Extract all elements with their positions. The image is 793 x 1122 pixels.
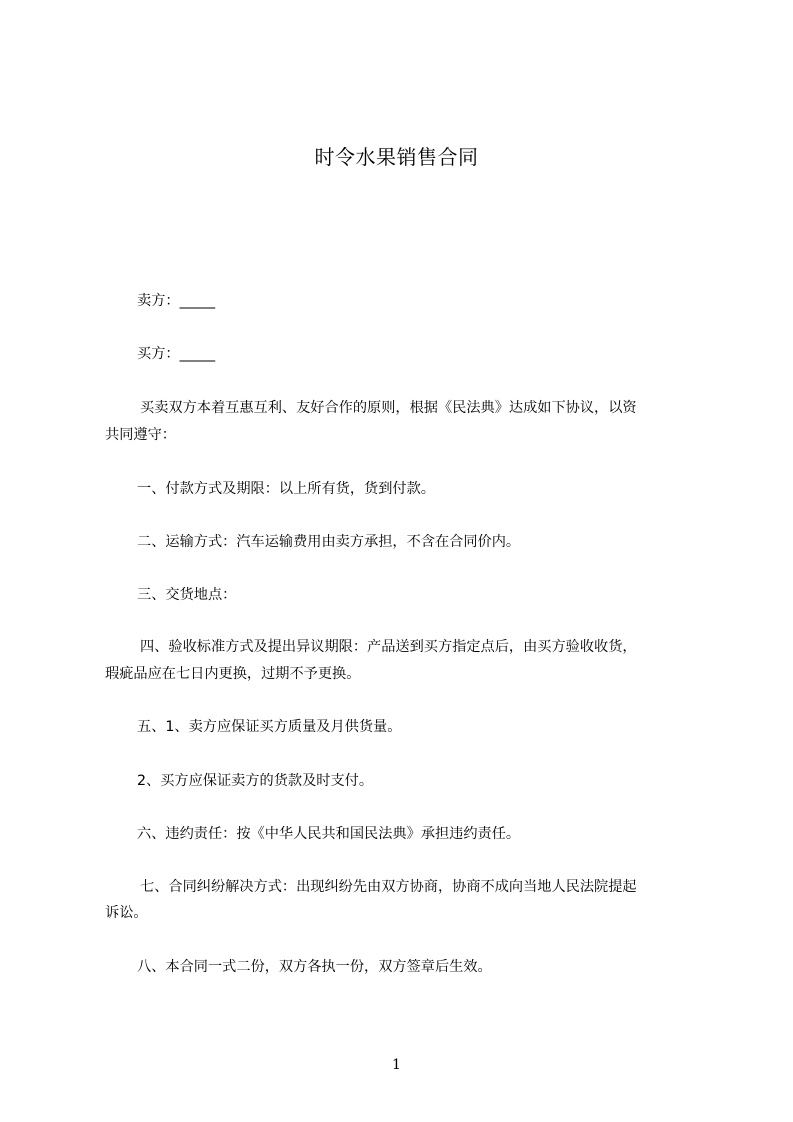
document-title: 时令水果销售合同 — [314, 145, 479, 169]
clause-buyer-obligation: 2、买方应保证卖方的货款及时支付。 — [137, 773, 374, 789]
intro-paragraph-line1: 买卖双方本着互惠互利、友好合作的原则，根据《民法典》达成如下协议，以资 — [140, 400, 637, 416]
intro-paragraph-line2: 共同遵守： — [105, 427, 176, 443]
page-number: 1 — [392, 1057, 401, 1073]
clause-transport: 二、运输方式：汽车运输费用由卖方承担，不含在合同价内。 — [137, 534, 521, 550]
clause-copies: 八、本合同一式二份，双方各执一份，双方签章后生效。 — [137, 959, 492, 975]
clause-inspection-line2: 瑕疵品应在七日内更换，过期不予更换。 — [105, 666, 361, 682]
clause-payment: 一、付款方式及期限：以上所有货，货到付款。 — [137, 481, 435, 497]
clause-seller-obligation: 五、1、卖方应保证买方质量及月供货量。 — [137, 719, 402, 735]
clause-dispute-line2: 诉讼。 — [105, 905, 148, 921]
seller-line: 卖方：_____ — [137, 293, 216, 309]
clause-delivery-location: 三、交货地点： — [137, 587, 237, 603]
buyer-line: 买方：_____ — [137, 346, 216, 362]
clause-dispute-line1: 七、合同纠纷解决方式：出现纠纷先由双方协商，协商不成向当地人民法院提起 — [140, 879, 637, 895]
clause-liability: 六、违约责任：按《中华人民共和国民法典》承担违约责任。 — [137, 826, 521, 842]
clause-inspection-line1: 四、验收标准方式及提出异议期限：产品送到买方指定点后，由买方验收收货， — [140, 639, 637, 655]
